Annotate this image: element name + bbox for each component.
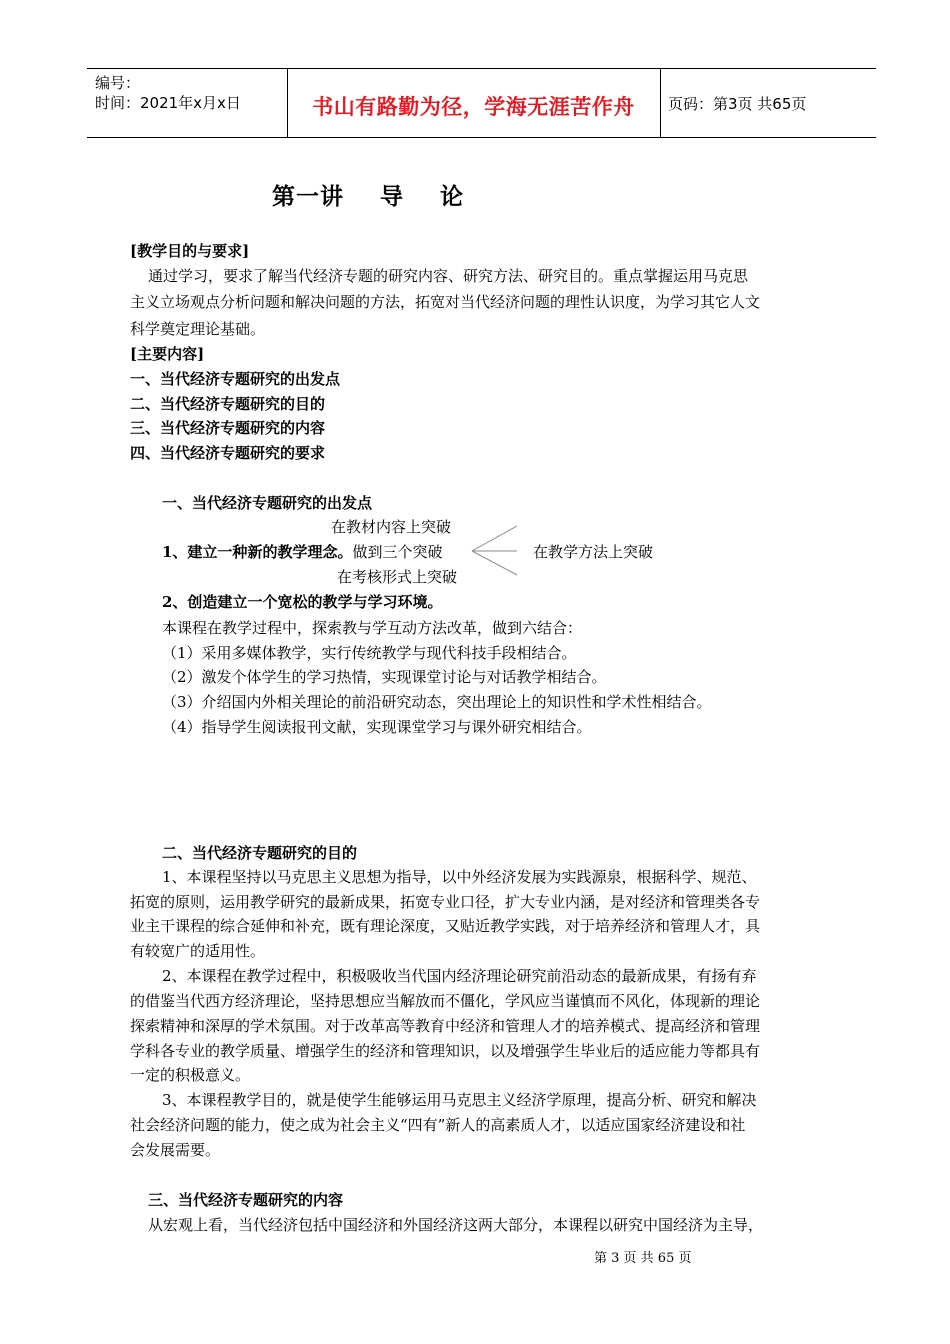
section2-line: 学科各专业的教学质量、增强学生的经济和管理知识，以及增强学生毕业后的适应能力等都具有 [130,1042,761,1060]
section1-item2: 2、创造建立一个宽松的教学与学习环境。 [162,593,443,611]
section2-line: 2、本课程在教学过程中，积极吸收当代国内经济理论研究前沿动态的最新成果，有扬有弃 [162,967,757,985]
goal-heading: [教学目的与要求] [130,242,250,260]
goal-line: 主义立场观点分析问题和解决问题的方法，拓宽对当代经济问题的理性认识度，为学习其它人文 [130,293,761,311]
content-heading: [主要内容] [130,345,205,363]
header-divider-2 [660,69,661,137]
section1-point: （1）采用多媒体教学，实行传统教学与现代科技手段相结合。 [162,644,577,662]
branch-bottom: 在考核形式上突破 [337,568,458,586]
section2-line: 3、本课程教学目的，就是使学生能够运用马克思主义经济学原理，提高分析、研究和解决 [162,1091,757,1109]
item1-bold: 1、建立一种新的教学理念。 [162,543,353,561]
section1-intro: 本课程在教学过程中，探索教与学互动方法改革，做到六结合： [162,619,583,637]
header-motto: 书山有路勤为径，学海无涯苦作舟 [312,95,635,119]
time-label: 时间：2021年x月x日 [95,94,241,112]
content-item: 三、当代经济专题研究的内容 [130,419,326,437]
header-table [87,68,876,138]
section2-line: 业主干课程的综合延伸和补充，既有理论深度，又贴近教学实践，对于培养经济和管理人才，具 [130,917,761,935]
section1-point: （4）指导学生阅读报刊文献，实现课堂学习与课外研究相结合。 [162,718,592,736]
serial-label: 编号： [95,74,141,92]
content-item: 二、当代经济专题研究的目的 [130,395,326,413]
section2-heading: 二、当代经济专题研究的目的 [162,844,358,862]
section2-line: 探索精神和深厚的学术氛围。对于改革高等教育中经济和管理人才的培养模式、提高经济和管理 [130,1017,761,1035]
page-title: 第一讲 导 论 [272,184,465,210]
content-item: 一、当代经济专题研究的出发点 [130,370,341,388]
branch-lines [470,522,530,576]
page-footer: 第 3 页 共 65 页 [594,1251,692,1266]
goal-line: 科学奠定理论基础。 [130,320,266,338]
section1-heading: 一、当代经济专题研究的出发点 [162,494,373,512]
section2-line: 拓宽的原则，运用教学研究的最新成果，拓宽专业口径，扩大专业内涵，是对经济和管理类各专 [130,893,761,911]
section3-heading: 三、当代经济专题研究的内容 [148,1191,344,1209]
section1-point: （3）介绍国内外相关理论的前沿研究动态，突出理论上的知识性和学术性相结合。 [162,693,712,711]
section1-item1 [162,541,442,563]
header-page-info: 页码：第3页 共65页 [668,95,807,113]
section3-line: 从宏观上看，当代经济包括中国经济和外国经济这两大部分，本课程以研究中国经济为主导， [148,1216,764,1234]
item1-tail: 做到三个突破 [352,543,443,561]
section2-line: 的借鉴当代西方经济理论，坚持思想应当解放而不僵化，学风应当谨慎而不风化，体现新的理论 [130,992,761,1010]
section2-line: 社会经济问题的能力，使之成为社会主义“四有”新人的高素质人才，以适应国家经济建设和社 [130,1116,746,1134]
section2-line: 会发展需要。 [130,1141,221,1159]
section2-line: 一定的积极意义。 [130,1066,251,1084]
section1-point: （2）激发个体学生的学习热情，实现课堂讨论与对话教学相结合。 [162,668,607,686]
branch-mid: 在教学方法上突破 [533,543,654,561]
content-item: 四、当代经济专题研究的要求 [130,444,326,462]
section2-line: 有较宽广的适用性。 [130,942,266,960]
branch-top: 在教材内容上突破 [331,518,452,536]
goal-line: 通过学习，要求了解当代经济专题的研究内容、研究方法、研究目的。重点掌握运用马克思 [148,267,749,285]
header-left-cell [95,73,241,113]
section2-line: 1、本课程坚持以马克思主义思想为指导，以中外经济发展为实践源泉，根据科学、规范、 [162,868,757,886]
